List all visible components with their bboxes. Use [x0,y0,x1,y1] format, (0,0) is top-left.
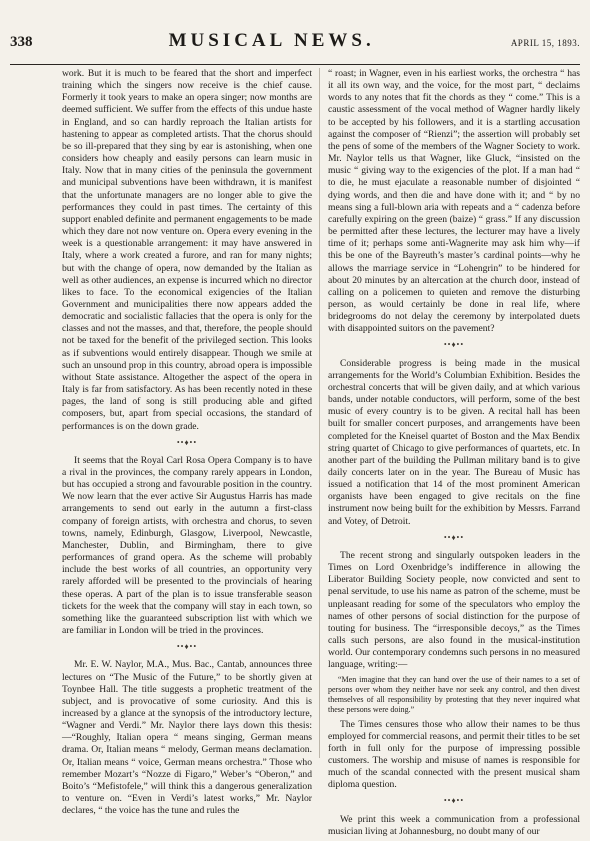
article-paragraph: The recent strong and singularly outspoken leaders in the Times on Lord Oxenbridge’s indifference in allowing the Liberator Building Society people, now convicted and sent to penal servitude, to use his name as patron of the scheme, must be unpleasant reading for some of the speculators who employ the names of other persons of social distinction for the purpose of touting for business. The “irresponsible decoys,” as the Times calls such persons, are also found in the musical-institution world. Our contemporary condemns such persons in no measured language, writing:— [328,549,580,671]
header-rule [10,64,580,65]
article-paragraph: Mr. E. W. Naylor, M.A., Mus. Bac., Cantab, announces three lectures on “The Music of the Future,” to be shortly given at Toynbee Hall. The title suggests a prophetic treatment of the subject, and is provocative of some curiosity. And this is increased by a glance at the synopsis of the introductory lecture, “Wagner and Verdi.” Mr. Naylor there lays down this thesis:—“Roughly, Italian opera “ means singing, German means drama. Or, Italian means “ melody, German means declamation. Or, Italian means “ voice, German means orchestra.” Those who remember Mozart’s “Nozze di Figaro,” Weber’s “Oberon,” and Boito’s “Mefistofele,” will think this a dangerous generalization to venture on. “Even in Verdi’s latest works,” Mr. Naylor declares, “ the voice has the tune and rules the [62,659,312,817]
section-separator: ••♦•• [443,796,465,806]
article-paragraph: Considerable progress is being made in the musical arrangements for the World’s Columbian Exhibition. Besides the orchestral concerts that will be given daily, and at which various bands, under notable conductors, will perform, some of the best music of every country is to be given. A recital hall has been built for smaller concert purposes, and arrangements have been completed for the Kneisel quartet of Boston and the Max Bendix string quartet of Chicago to give performances of quartets, etc. In another part of the building the Pullman military band is to give daily concerts later on in the year. The Bureau of Music has issued a notification that 14 of the most prominent American organists have been engaged to give recitals on the fine instrument now being built for the exhibition by Messrs. Farrand and Votey, of Detroit. [328,357,580,527]
page-header [10,30,580,56]
section-separator: ••♦•• [443,340,465,350]
issue-date: APRIL 15, 1893. [510,38,580,48]
block-quote: “Men imagine that they can hand over the use of their names to a set of persons over whom they neither have nor seek any control, and then divest themselves of all responsibility by protesting that they never inquired what these persons were doing.” [328,674,580,714]
section-separator: ••♦•• [176,437,198,447]
left-column [62,68,312,820]
right-column [328,68,580,841]
article-paragraph: “ roast; in Wagner, even in his earliest works, the orchestra “ has it all its own way, and the voice, for the most part, “ declaims words to any notes that fit the chords as they “ come.” This is a caustic assessment of the vocal method of Wagner hardly likely to be accepted by his followers, and it is a startling accusation against the composer of “Rienzi”; the assertion will probably set the pens of some of the members of the Wagner Society to work. Mr. Naylor tells us that Wagner, like Gluck, “insisted on the music “ giving way to the exigencies of the plot. If a man had “ to die, he must ejaculate a reasonable number of disjointed “ dying words, and then die and have done with it; and “ by no means sing a full-blown aria with repeats and a “ cadenza before carefully expiring on the green (baize) “ grass.” If any discussion be permitted after these lectures, the lecturer may have a lively time of it; perhaps some anti-Wagnerite may ask him why—if this be one of the Bayreuth’s master’s cardinal points—why he allows the marriage service in “Lohengrin” to be hindered for about 20 minutes by an altercation at the church door, instead of calling on a policemen to quieten and remove the disturbing person, as would certainly be done in real life, where bridegrooms do not delay the ceremony by interpolated duets with disappointed suitors on the pavement? [328,68,580,335]
article-paragraph: The Times censures those who allow their names to be thus employed for commercial reasons, and permit their titles to be set forth in full only for the purpose of impressing possible customers. The worship and misuse of names is responsible for much of the scandal connected with the present musical sham diploma question. [328,718,580,791]
article-paragraph: work. But it is much to be feared that the short and imperfect training which the singers now receive is the chief cause. Formerly it took years to make an opera singer; now months are deemed sufficient. We suffer from the effects of this undue haste in England, and so can hardly reproach the Italian artists for hastening to appear as completed artists. That the chorus should be so ill-prepared that they sing by ear is astonishing, when one considers how cheaply and easily persons can learn music in Italy. Now that in many cities of the peninsula the government and municipal subventions have been withdrawn, it is manifest that the unfortunate managers are no longer able to give the performances they could in past times. The certainty of this support enabled definite and permanent engagements to be made which they dare not now venture on. Opera every evening in the week is a questionable arrangement: it may have answered in Italy, where a work created a furore, and ran for many nights; but with the change of opera, now demanded by the Italian as well as other audiences, an expense is incurred which no director likes to face. To the economical exigencies of the Italian Government and municipalities there now appears added the democratic and socialistic fallacies that the opera is only for the classes and not the masses, and that, therefore, the people should not be taxed for the benefit of the privileged section. This looks as if subventions would entirely disappear. Though we smile at such an unsound prop in this country, abroad opera is impossible without State assistance. Altogether the aspect of the opera in Italy is far from satisfactory. As has been recently noted in these pages, the land of song is still producing able and gifted composers, but, apart from special occasions, the standard of performances is on the down grade. [62,68,312,432]
section-separator: ••♦•• [443,532,465,542]
masthead-title: MUSICAL NEWS. [168,30,375,51]
column-divider [319,68,320,758]
section-separator: ••♦•• [176,642,198,652]
article-paragraph: We print this week a communication from a professional musician living at Johannesburg, no doubt many of our [328,813,580,837]
page-number: 338 [10,34,33,50]
article-paragraph: It seems that the Royal Carl Rosa Opera Company is to have a rival in the provinces, the company rarely appears in London, but has occupied a strong and favourable position in the country. We now learn that the ever active Sir Augustus Harris has made arrangements to send out early in the autumn a first-class company of foreign artists, with orchestra and chorus, to seven towns, namely, Edinburgh, Glasgow, Liverpool, Newcastle, Manchester, Dublin, and Birmingham, there to give performances of grand opera. As the scheme will probably include the best works of all countries, an opportunity very rarely afforded will be presented to the provincials of hearing these operas. A part of the plan is to issue transferable season tickets for the week that the company will stay in each town, so something like the guaranteed subscription list with which we are familiar in London will be tried in the provinces. [62,454,312,637]
